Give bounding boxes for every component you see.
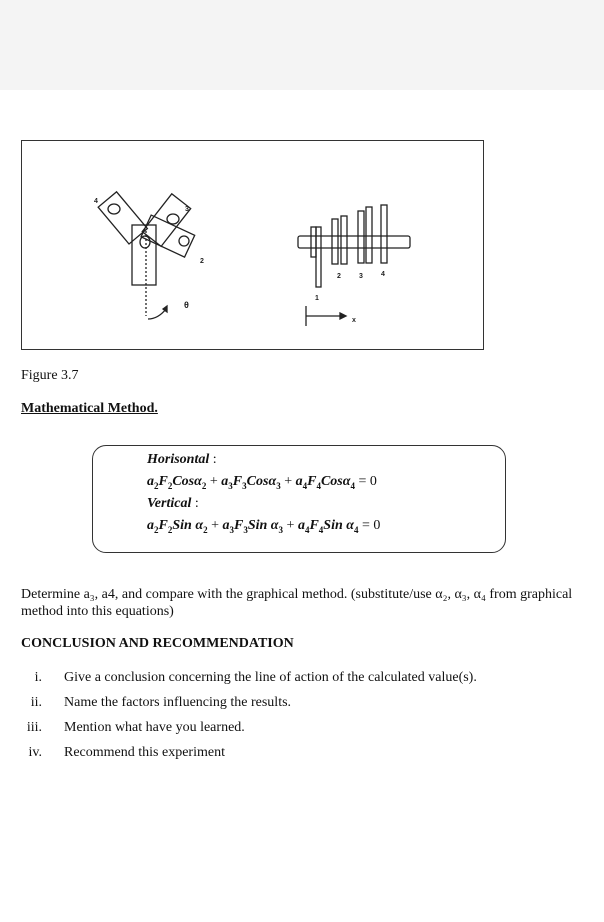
h-equals: = 0 [358,474,377,489]
shaft [298,236,410,248]
label-shaft-2: 2 [337,273,341,280]
equation-box [92,445,506,553]
label-shaft-4: 4 [381,271,385,278]
conclusion-heading: CONCLUSION AND RECOMMENDATION [21,636,294,651]
v-term-2: $a_3F_3Sin$ $\alpha_3$ [222,518,284,535]
list-text: Name the factors influencing the results. [64,695,292,710]
top-margin-band [0,0,604,90]
x-axis-arrowhead [340,313,346,319]
section-heading: Mathematical Method. [21,401,158,416]
horizontal-equation [147,474,377,491]
arm-4-hole [108,204,120,214]
horizontal-colon: : [212,452,217,467]
theta-arrow [148,309,166,319]
label-arm-2: 2 [200,258,204,265]
disc-3 [366,207,372,263]
v-term-3: $a_4F_4Sin$ $\alpha_4$ [297,518,359,535]
horizontal-label: Horisontal [147,452,210,467]
label-axis-x: x [352,317,356,324]
list-text: Recommend this experiment [64,745,225,760]
v-term-1: $a_2F_2Sin$ $\alpha_2$ [147,518,208,535]
instruction-paragraph: Determine a₃, a4, and compare with the graphical method. (substitute/use α₂, α₃, α₄ from graphical method into this equations) [21,587,573,619]
list-number: iv. [28,745,42,760]
horizontal-label-line [147,452,217,468]
vertical-label-line [147,496,199,512]
list-number: i. [34,670,42,685]
figure-drawing [22,141,485,351]
vertical-colon: : [194,496,199,511]
v-plus-1: + [211,518,219,533]
list-number: ii. [30,695,42,710]
disc-1a [311,227,316,257]
central-hub [132,225,156,285]
label-shaft-1: 1 [315,295,319,302]
v-equals: = 0 [362,518,381,533]
vertical-label: Vertical [147,496,192,511]
arm-2-hole [179,236,189,246]
h-term-2: $a_3F_3Cos\alpha_3$ [221,474,281,491]
figure-caption: Figure 3.7 [21,368,79,383]
arm-4-plate [98,192,147,244]
h-plus-2: + [284,474,293,489]
figure-3-7 [21,140,484,350]
disc-4 [381,205,387,263]
h-term-1: $a_2F_2Cos\alpha_2$ [147,474,207,491]
disc-2a [332,219,338,264]
list-text: Mention what have you learned. [64,720,245,735]
v-plus-2: + [286,518,295,533]
list-number: iii. [26,720,42,735]
arm-3-hole [167,214,179,224]
label-theta: θ [184,300,189,310]
label-arm-4: 4 [94,198,98,205]
label-arm-3: 3 [185,206,189,213]
label-shaft-3: 3 [359,273,363,280]
list-text: Give a conclusion concerning the line of action of the calculated value(s). [64,670,477,685]
h-term-3: $a_4F_4Cos\alpha_4$ [295,474,355,491]
disc-2 [341,216,347,264]
h-plus-1: + [209,474,218,489]
hub-hole [140,236,150,248]
disc-3a [358,211,364,263]
vertical-equation [147,518,380,535]
